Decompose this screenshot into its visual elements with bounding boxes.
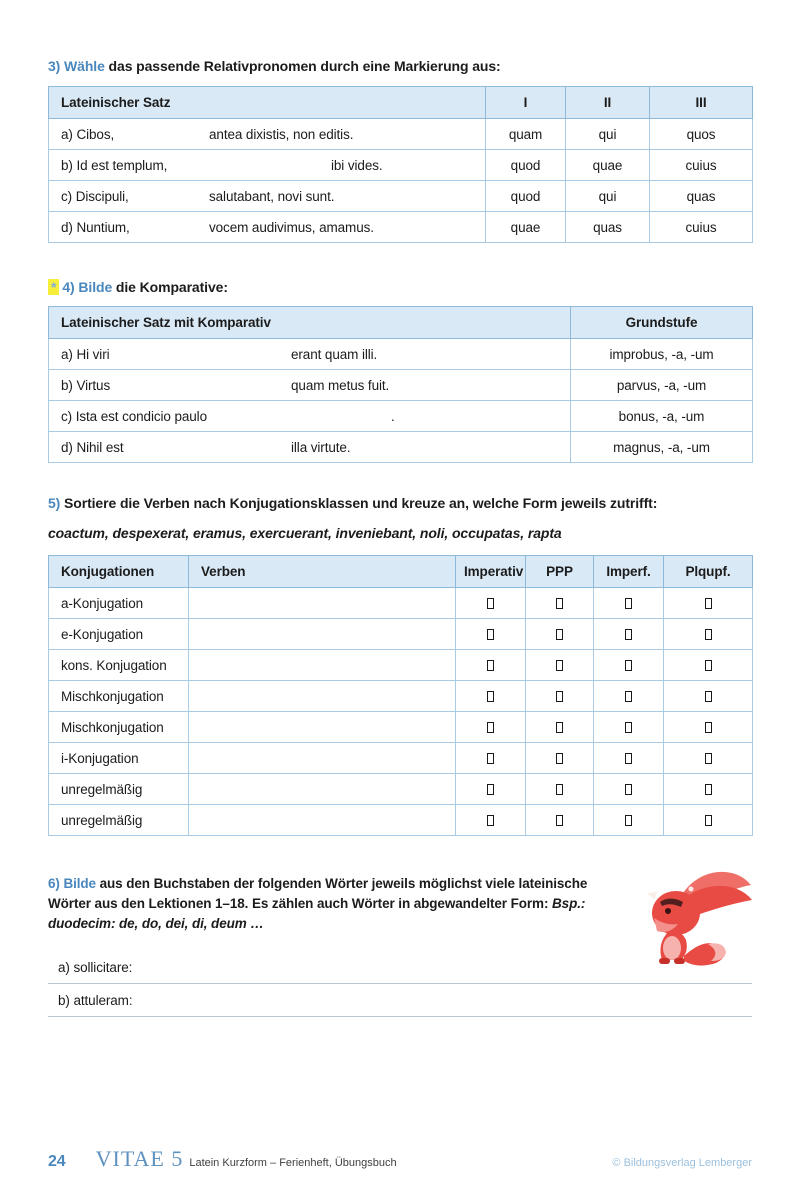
checkbox-cell[interactable] (594, 650, 664, 681)
table-row (49, 119, 753, 150)
table-row (49, 619, 753, 650)
checkbox-cell[interactable] (594, 805, 664, 836)
exercise-3-number: 3) Wähle (48, 58, 105, 74)
table-header-row (49, 307, 753, 339)
checkbox-icon[interactable] (556, 815, 563, 826)
sentence-start: b) Id est templum, (61, 157, 168, 173)
table-header-row (49, 556, 753, 588)
sentence-cell[interactable] (49, 401, 571, 432)
table-header-row (49, 87, 753, 119)
exercise-6-heading (48, 874, 630, 934)
pronoun-option[interactable]: qui (566, 181, 650, 212)
conjugation-table (48, 555, 753, 836)
checkbox-icon[interactable] (625, 784, 632, 795)
exercise-4-instruction: die Komparative: (112, 279, 228, 295)
table-row (49, 401, 753, 432)
workbook-page (0, 58, 800, 1017)
sentence-cell (49, 119, 486, 150)
checkbox-icon[interactable] (625, 722, 632, 733)
checkbox-cell[interactable] (594, 712, 664, 743)
checkbox-icon[interactable] (705, 660, 712, 671)
column-header-latin-sentence: Lateinischer Satz (49, 87, 486, 119)
conjugation-class-label: Mischkonjugation (49, 681, 189, 712)
sentence-end: . (391, 408, 395, 424)
conjugation-class-label: i-Konjugation (49, 743, 189, 774)
checkbox-icon[interactable] (625, 660, 632, 671)
exercise-5-number: 5) (48, 495, 61, 511)
verb-fill-in-cell[interactable] (189, 619, 456, 650)
checkbox-icon[interactable] (556, 598, 563, 609)
column-header-imperative: Imperativ (456, 556, 526, 588)
base-form-cell: improbus, -a, -um (571, 339, 753, 370)
sentence-start: c) Discipuli, (61, 188, 129, 204)
sentence-end: erant quam illi. (291, 346, 378, 362)
checkbox-icon[interactable] (705, 722, 712, 733)
checkbox-icon[interactable] (487, 784, 494, 795)
checkbox-cell[interactable] (664, 650, 753, 681)
column-header-verbs: Verben (189, 556, 456, 588)
sentence-start: d) Nihil est (61, 439, 124, 455)
page-footer (0, 1146, 800, 1172)
checkbox-cell[interactable] (664, 712, 753, 743)
checkbox-cell[interactable] (456, 774, 526, 805)
checkbox-cell[interactable] (456, 681, 526, 712)
relative-pronoun-table (48, 86, 753, 243)
exercise-3-instruction: das passende Relativpronomen durch eine Markierung aus: (104, 58, 501, 74)
checkbox-cell[interactable] (664, 681, 753, 712)
conjugation-class-label: kons. Konjugation (49, 650, 189, 681)
pronoun-option[interactable]: qui (566, 119, 650, 150)
pronoun-option[interactable]: cuius (650, 212, 753, 243)
sentence-end: ibi vides. (331, 157, 383, 173)
checkbox-cell[interactable] (594, 681, 664, 712)
column-header-conjugations: Konjugationen (49, 556, 189, 588)
checkbox-icon[interactable] (625, 691, 632, 702)
checkbox-icon[interactable] (556, 691, 563, 702)
sentence-end: antea dixistis, non editis. (209, 126, 354, 142)
table-row (49, 681, 753, 712)
sentence-end: illa virtute. (291, 439, 351, 455)
checkbox-icon[interactable] (556, 753, 563, 764)
checkbox-cell[interactable] (594, 588, 664, 619)
series-subtitle: Latein Kurzform – Ferienheft, Übungsbuch (189, 1157, 397, 1169)
exercise-4-number: 4) Bilde (62, 279, 113, 295)
pronoun-option[interactable]: quos (650, 119, 753, 150)
checkbox-icon[interactable] (556, 660, 563, 671)
sentence-cell[interactable] (49, 339, 571, 370)
verb-fill-in-cell[interactable] (189, 805, 456, 836)
checkbox-cell[interactable] (664, 805, 753, 836)
checkbox-icon[interactable] (487, 691, 494, 702)
answer-line[interactable] (48, 985, 752, 1017)
checkbox-icon[interactable] (556, 629, 563, 640)
checkbox-cell[interactable] (526, 774, 594, 805)
base-form-cell: bonus, -a, -um (571, 401, 753, 432)
table-row (49, 370, 753, 401)
checkbox-cell[interactable] (526, 650, 594, 681)
checkbox-icon[interactable] (625, 598, 632, 609)
table-row (49, 743, 753, 774)
column-header-pluperfect: Plqupf. (664, 556, 753, 588)
exercise-6-example: Bsp.: duodecim: de, do, dei, di, deum … (48, 896, 586, 931)
checkbox-icon[interactable] (625, 815, 632, 826)
checkbox-icon[interactable] (705, 598, 712, 609)
exercise-5-instruction: Sortiere die Verben nach Konjugationsklassen und kreuze an, welche Form jeweils zutrifft: (60, 495, 658, 511)
pronoun-option[interactable]: quae (486, 212, 566, 243)
answer-label: b) attuleram: (58, 993, 133, 1008)
table-row (49, 588, 753, 619)
verb-fill-in-cell[interactable] (189, 650, 456, 681)
verb-fill-in-cell[interactable] (189, 681, 456, 712)
exercise-6-instruction: aus den Buchstaben der folgenden Wörter jeweils möglichst viele lateinische Wörter aus den Lektionen 1–18. Es zählen auch Wörter in abgewandelter Form: (48, 876, 588, 911)
sentence-cell (49, 150, 486, 181)
checkbox-cell[interactable] (456, 588, 526, 619)
checkbox-icon[interactable] (705, 753, 712, 764)
base-form-cell: parvus, -a, -um (571, 370, 753, 401)
sentence-cell (49, 181, 486, 212)
checkbox-cell[interactable] (526, 805, 594, 836)
sentence-cell[interactable] (49, 370, 571, 401)
checkbox-cell[interactable] (594, 743, 664, 774)
checkbox-cell[interactable] (664, 619, 753, 650)
sentence-end: salutabant, novi sunt. (209, 188, 335, 204)
checkbox-icon[interactable] (705, 784, 712, 795)
checkbox-cell[interactable] (456, 743, 526, 774)
exercise-6-number: 6) Bilde (48, 876, 96, 891)
conjugation-class-label: Mischkonjugation (49, 712, 189, 743)
checkbox-cell[interactable] (456, 805, 526, 836)
verb-word-list: coactum, despexerat, eramus, exercuerant, inveniebant, noli, occupatas, rapta (48, 525, 562, 541)
checkbox-icon[interactable] (487, 629, 494, 640)
verb-fill-in-cell[interactable] (189, 588, 456, 619)
checkbox-cell[interactable] (526, 681, 594, 712)
column-header-comparative-sentence: Lateinischer Satz mit Komparativ (49, 307, 571, 339)
base-form-cell: magnus, -a, -um (571, 432, 753, 463)
column-header-ppp: PPP (526, 556, 594, 588)
column-header-base-form: Grundstufe (571, 307, 753, 339)
checkbox-cell[interactable] (456, 619, 526, 650)
verb-fill-in-cell[interactable] (189, 774, 456, 805)
checkbox-icon[interactable] (556, 722, 563, 733)
pronoun-option[interactable]: quam (486, 119, 566, 150)
checkbox-icon[interactable] (705, 815, 712, 826)
exercise-6 (48, 874, 752, 1017)
sentence-start: b) Virtus (61, 377, 111, 393)
checkbox-cell[interactable] (526, 588, 594, 619)
table-row (49, 339, 753, 370)
answer-label: a) sollicitare: (58, 960, 133, 975)
table-row (49, 432, 753, 463)
column-header-option-1: I (486, 87, 566, 119)
exercise-4-heading (48, 279, 752, 295)
fox-mascot-illustration (638, 860, 758, 970)
checkbox-cell[interactable] (594, 774, 664, 805)
pronoun-option[interactable]: quod (486, 150, 566, 181)
pronoun-option[interactable]: quas (566, 212, 650, 243)
checkbox-cell[interactable] (594, 619, 664, 650)
conjugation-class-label: e-Konjugation (49, 619, 189, 650)
checkbox-cell[interactable] (526, 712, 594, 743)
table-row (49, 212, 753, 243)
column-header-option-2: II (566, 87, 650, 119)
checkbox-icon[interactable] (487, 815, 494, 826)
checkbox-icon[interactable] (487, 722, 494, 733)
checkbox-icon[interactable] (487, 660, 494, 671)
exercise-3-heading (48, 58, 752, 74)
sentence-cell (49, 212, 486, 243)
checkbox-cell[interactable] (664, 743, 753, 774)
sentence-start: c) Ista est condicio paulo (61, 408, 207, 424)
checkbox-icon[interactable] (625, 753, 632, 764)
checkbox-icon[interactable] (705, 691, 712, 702)
conjugation-class-label: unregelmäßig (49, 805, 189, 836)
checkbox-cell[interactable] (664, 774, 753, 805)
difficulty-star-marker: * (48, 279, 59, 295)
verb-fill-in-cell[interactable] (189, 743, 456, 774)
checkbox-cell[interactable] (526, 743, 594, 774)
sentence-start: a) Cibos, (61, 126, 115, 142)
table-row (49, 805, 753, 836)
table-row (49, 650, 753, 681)
column-header-option-3: III (650, 87, 753, 119)
table-row (49, 181, 753, 212)
pronoun-option[interactable]: quod (486, 181, 566, 212)
page-number: 24 (48, 1153, 66, 1170)
checkbox-cell[interactable] (664, 588, 753, 619)
exercise-5-heading (48, 495, 752, 511)
sentence-start: d) Nuntium, (61, 219, 130, 235)
sentence-start: a) Hi viri (61, 346, 110, 362)
series-brand-logo: VITAE 5 (95, 1146, 184, 1171)
pronoun-option[interactable]: quas (650, 181, 753, 212)
sentence-cell[interactable] (49, 432, 571, 463)
sentence-end: vocem audivimus, amamus. (209, 219, 374, 235)
table-row (49, 150, 753, 181)
comparative-table (48, 306, 753, 463)
column-header-imperfect: Imperf. (594, 556, 664, 588)
table-row (49, 774, 753, 805)
pronoun-option[interactable]: quae (566, 150, 650, 181)
publisher-copyright: © Bildungsverlag Lemberger (612, 1157, 752, 1169)
pronoun-option[interactable]: cuius (650, 150, 753, 181)
checkbox-cell[interactable] (456, 712, 526, 743)
checkbox-icon[interactable] (705, 629, 712, 640)
checkbox-icon[interactable] (487, 598, 494, 609)
checkbox-icon[interactable] (487, 753, 494, 764)
conjugation-class-label: a-Konjugation (49, 588, 189, 619)
checkbox-icon[interactable] (625, 629, 632, 640)
verb-fill-in-cell[interactable] (189, 712, 456, 743)
checkbox-cell[interactable] (526, 619, 594, 650)
checkbox-icon[interactable] (556, 784, 563, 795)
sentence-end: quam metus fuit. (291, 377, 390, 393)
conjugation-class-label: unregelmäßig (49, 774, 189, 805)
checkbox-cell[interactable] (456, 650, 526, 681)
table-row (49, 712, 753, 743)
